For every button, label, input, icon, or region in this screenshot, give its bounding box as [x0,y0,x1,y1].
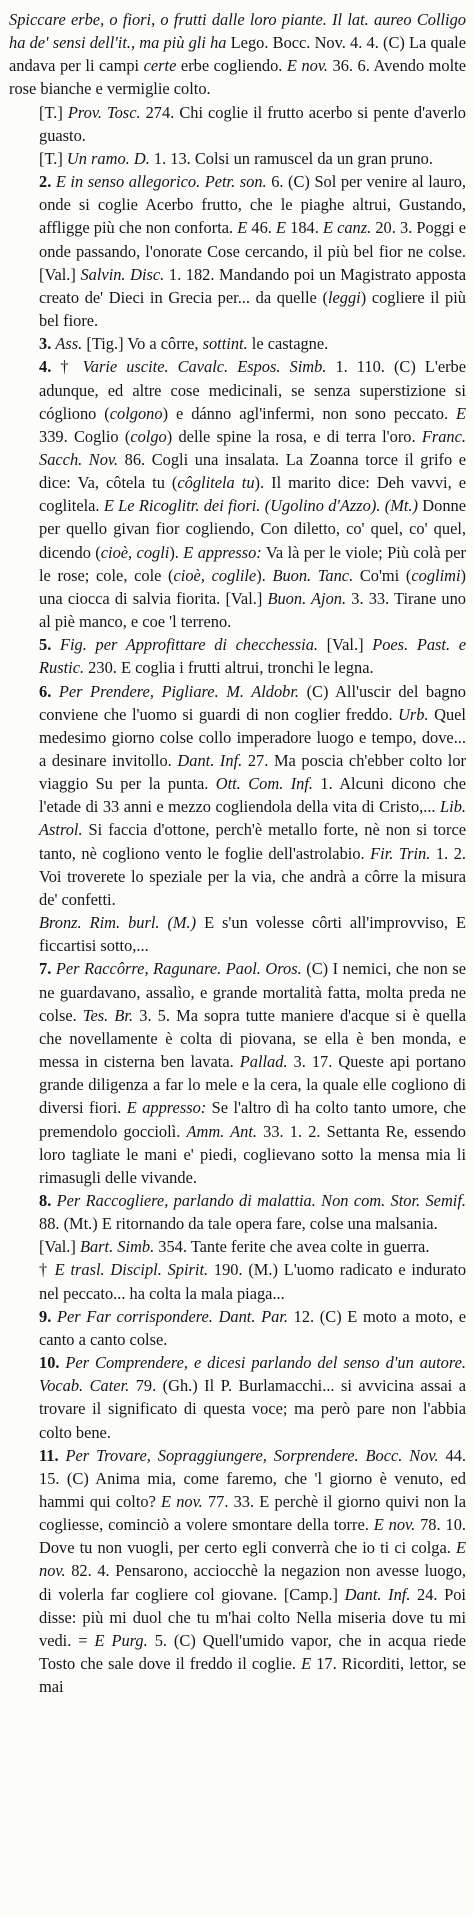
entry-paragraph [9,911,466,957]
body-text: ) e dánno agl'infermi, non sono peccato. [162,403,456,423]
italic-text: E appresso: [183,542,262,562]
body-text: 1. 182. Mandando poi un Magistrato apposta creato de' Dieci in Grecia per... da quelle ( [39,264,466,307]
sense-number: 10. [39,1353,66,1373]
italic-text: cioè, coglile [173,565,257,585]
italic-text: E nov. [373,1515,416,1535]
italic-text: Fig. per Approfittare di checchessia. [59,635,318,655]
entry-paragraph [9,1444,466,1699]
italic-text: E [301,1654,312,1674]
italic-text: sottint. [202,334,248,354]
italic-text: Poes. Past. e Rustic. [39,635,467,678]
body-text: 339. Coglio ( [39,426,131,446]
body-text: 190. (M.) L'uomo radicato e indurato nel peccato... ha colta la mala piaga... [39,1260,467,1303]
italic-text: Varie uscite. Cavalc. Espos. Simb. [82,357,327,377]
body-text: 12. (C) E moto a moto, e canto a canto colse. [39,1306,467,1349]
body-text: [Tig.] Vo a côrre, [82,334,203,354]
body-text: [Val.] [318,635,373,655]
italic-text: E nov. [161,1492,203,1511]
entry-paragraph [9,1305,466,1351]
italic-text: ha de' sensi dell'it., ma più gli ha [9,33,231,53]
italic-text: Dant. Inf. [177,751,243,770]
sense-number: 2. [39,172,56,192]
sense-number: 3. [39,334,56,354]
body-text: E s'un volesse côrti all'improvviso, E ficcartisi sotto,... [39,913,466,956]
italic-text: E canz. [322,218,372,238]
italic-text: Tes. Br. [82,1005,134,1025]
body-text: [Val.] [39,1237,80,1257]
italic-text: Per Prendere, Pigliare. M. Aldobr. [58,681,300,701]
body-text: 6. (C) Sol per venire al lauro, onde si coglie Acerbo frutto, che le piaghe altrui, Gustando, affligge più che non conforta. [39,172,466,238]
body-text: Si faccia d'ottone, perch'è metallo forte, nè non si torce tanto, nè cogliono vento le foglie dell'astrolabio. [39,820,466,863]
body-text: 44. 15. (C) Anima mia, come faremo, che 'l giorno è venuto, ed hammi qui colto? [39,1445,466,1511]
body-text: 274. Chi coglie il frutto acerbo si pente d'averlo guasto. [39,102,466,145]
italic-text: Prov. Tosc. [67,102,141,122]
italic-text: Per Raccôrre, Ragunare. Paol. Oros. [55,959,302,979]
body-text: Lego. Bocc. Nov. 4. 4. (C) La quale andava per li campi [9,33,466,76]
body-text: 88. (Mt.) E ritornando da tale opera fare, colse una malsania. [39,1214,438,1234]
body-text: 1. 110. (C) L'erbe adunque, ed altre cose medicinali, se senza superstizione si cógliono ( [39,357,467,423]
entry-paragraph [9,8,466,101]
body-text: 86. Cogli una insalata. La Zoanna torce il grifo e dice: Va, côtela tu ( [39,449,466,493]
entry-paragraph [9,170,466,332]
entry-paragraph [9,1258,466,1304]
italic-text: coglimi [411,565,461,585]
body-text: Co'mi ( [353,565,412,585]
italic-text: Salvin. Disc. [80,264,165,284]
sense-number: 7. [39,959,56,979]
body-text: 1. 2. Voi troverete lo speziale per la via, che andrà a côrre la misura de' confetti. [39,843,467,909]
entry-paragraph [9,355,466,633]
italic-text: Bart. Simb. [79,1237,155,1257]
body-text: 24. Poi disse: più mi duol che tu m'hai colto Nella miseria dove tu mi vedi. = [39,1584,466,1650]
entry-paragraph [9,1189,466,1235]
body-text: 1. Alcuni dicono che l'etade di 33 anni e mezzo cogliendola della vita di Cristo,... [39,774,466,817]
body-text: 1. 13. Colsi un ramuscel da un gran pruno. [149,148,433,168]
body-text: ). [169,542,184,562]
entry-paragraph [9,101,466,147]
italic-text: E nov. [39,1538,466,1581]
body-text: 3. 33. Tirane uno al piè manco, e coe 'l terreno. [39,588,466,632]
body-text: ) cogliere il più bel fiore. [39,287,466,331]
entry-paragraph [9,1351,466,1444]
body-text: 184. [286,218,323,238]
sense-number: 11. [39,1445,66,1465]
italic-text: E [276,218,287,238]
body-text: ). [256,565,273,585]
body-text: le castagne. [247,334,329,354]
body-text: 79. (Gh.) Il P. Burlamacchi... si avvicina assai a trovare il significato di questa voce; ma però pare non l'abbia colto bene. [39,1376,466,1442]
italic-text: Per Comprendere, e dicesi parlando del senso d'un autore. Vocab. Cater. [39,1353,466,1396]
italic-text: E [455,403,466,423]
body-text: † [39,1260,55,1280]
body-text: 354. Tante ferite che avea colte in guerra. [154,1237,430,1257]
body-text: 3. 17. Queste api portano grande diligenza a far lo mele e la cera, la quale elle cogliono di diversi fiori. [39,1052,466,1118]
italic-text: E in senso allegorico. Petr. son. [55,172,267,192]
italic-text: Colligo [416,10,466,29]
italic-text: Un ramo. D. [66,148,150,168]
body-text: [T.] [39,102,68,122]
italic-text: Per Far corrispondere. Dant. Par. [56,1306,288,1326]
entry-paragraph [9,147,466,170]
italic-text: Per Trovare, Sopraggiungere, Sorprendere. Bocc. Nov. [65,1445,439,1465]
sense-number: 9. [39,1306,57,1326]
body-text: 27. Ma poscia ch'ebber colto lor viaggio Su per la punta. [39,751,466,794]
sense-number: 4. [39,357,61,377]
body-text: 33. 1. 2. Settanta Re, essendo loro tagliate le mani e' piedi, coglievano sotto la mensa mia li rimasugli delle vivande. [39,1121,466,1187]
italic-text: leggi [327,287,361,307]
italic-text: Amm. Ant. [186,1121,257,1141]
body-text: 17. Ricorditi, lettor, se mai [39,1654,467,1697]
italic-text: Per Raccogliere, parlando di malattia. Non com. Stor. Semif. [56,1190,466,1210]
body-text: 230. E coglia i frutti altrui, tronchi le legna. [84,658,374,678]
italic-text: Ott. Com. Inf. [215,774,314,794]
italic-text: E appresso: [126,1098,207,1118]
italic-text: Buon. Tanc. [272,565,354,585]
body-text: 36. 6. Avendo molte rose bianche e vermiglie colto. [9,56,467,99]
body-text: † [60,357,83,377]
body-text: Quel medesimo giorno colse collo imperadore luogo e tempo, dove... a desinare invitollo. [39,704,466,770]
body-text: 46. [247,218,276,238]
body-text: 5. (C) Quell'umido vapor, che in acqua riede Tosto che sale dove il freddo il coglie. [39,1630,466,1674]
entry-paragraph [9,680,466,912]
body-text: 20. 3. Poggi e onde passando, l'onorate Cose cercando, il più bel fior ne colse. [Val.] [39,218,467,284]
italic-text: Bronz. Rim. burl. (M.) [39,913,197,933]
italic-text: E trasl. Discipl. Spirit. [54,1260,209,1280]
entry-paragraph [9,957,466,1189]
sense-number: 6. [39,681,59,701]
italic-text: Dant. Inf. [344,1584,411,1604]
italic-text: cioè, cogli [100,542,170,562]
body-text: 78. 10. Dove tu non vuogli, per certo egli converrà che io ti ci colga. [39,1515,466,1558]
entry-paragraph [9,633,466,679]
italic-text: Spiccare erbe, o fiori, o frutti dalle loro piante. Il lat. aureo [9,10,417,29]
italic-text: Urb. [398,704,429,724]
italic-text: Lib. Astrol. [39,797,466,840]
italic-text: E Purg. [94,1630,148,1650]
italic-text: Fir. Trin. [370,843,431,863]
body-text: 82. 4. Pensarono, acciocchè la negazion non avesse luogo, di volerla far cogliere col giovane. [Camp.] [39,1561,466,1604]
body-text: erbe cogliendo. [176,56,287,76]
body-text: [T.] [39,148,67,168]
body-text: ) delle spine la rosa, e di terra l'oro. [166,426,422,446]
sense-number: 5. [39,635,60,655]
body-text: ). Il marito dice: Deh vavvi, e coglitela. [39,473,466,516]
entry-paragraph [9,332,466,355]
entry-paragraph [9,1235,466,1258]
sense-number: 8. [39,1190,57,1210]
italic-text: Ass. [55,334,83,354]
body-text: Donne per quello givan fior cogliendo, Con diletto, co' quel, co' quel, dicendo ( [39,496,466,562]
italic-text: Franc. Sacch. Nov. [39,426,466,469]
body-text: 77. 33. E perchè il giorno quivi non la cogliesse, cominciò a volere smontare della torre. [39,1492,467,1535]
italic-text: Buon. Ajon. [267,588,347,608]
body-text: Va là per le viole; Più colà per le rose; cole, cole ( [39,542,466,585]
italic-text: colgono [109,403,163,423]
italic-text: colgo [130,426,167,446]
italic-text: E [237,218,248,238]
body-text: (C) I nemici, che non se ne guardavano, assalìo, e grande mortalità fatta, molta preda ne colse. [39,959,467,1025]
italic-text: Pallad. [239,1052,288,1072]
body-text: Se l'altro dì ha colto tanto umore, che premendolo gocciolì. [39,1098,467,1141]
italic-text: côglitela tu [177,473,255,493]
body-text: 3. 5. Ma sopra tutte maniere d'acque si è quella che novellamente è colta di piovana, se ella è ben monda, e messa in cisterna ben lavata. [39,1005,466,1072]
body-text: (C) All'uscir del bagno conviene che l'uomo si guardi di non coglier freddo. [39,681,466,724]
italic-text: certe [143,56,177,76]
body-text: ) una ciocca di salvia fiorita. [Val.] [39,565,467,608]
italic-text: E nov. [286,56,329,76]
italic-text: E Le Ricoglitr. dei fiori. (Ugolino d'Azzo). (Mt.) [103,496,418,516]
